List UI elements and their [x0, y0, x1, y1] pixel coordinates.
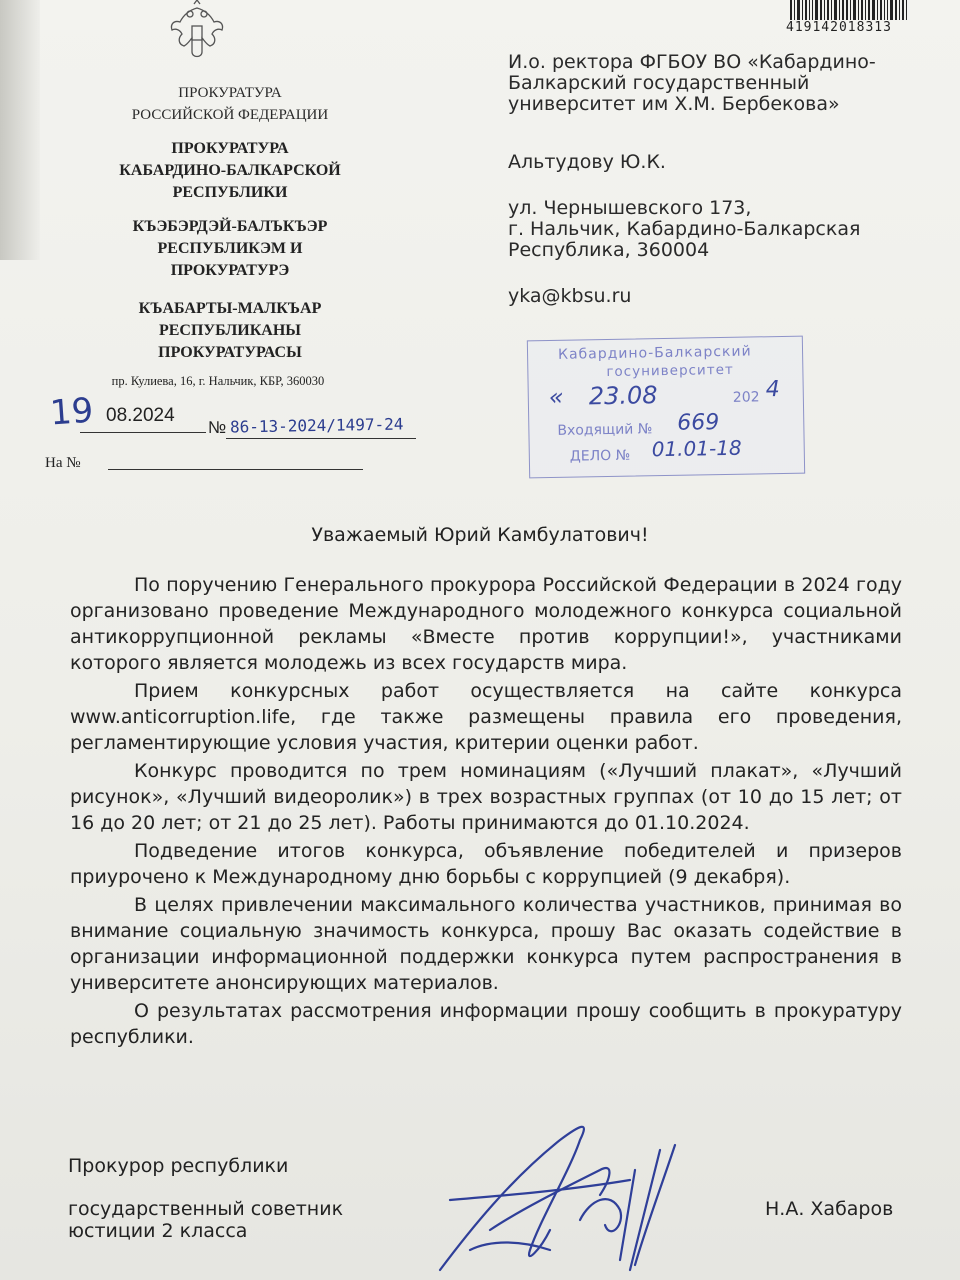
balkar-header	[60, 298, 400, 364]
registration-stamp	[527, 336, 805, 479]
body-paragraph: Подведение итогов конкурса, объявление победителей и призеров приурочено к Международному дню борьбы с коррупцией (9 декабря).	[70, 840, 902, 888]
handwritten-signature	[430, 1100, 730, 1280]
addressee-email: yka@kbsu.ru	[508, 285, 632, 307]
addressee-line: И.о. ректора ФГБОУ ВО «Кабардино-	[508, 51, 876, 73]
rank-line: государственный советник	[68, 1198, 344, 1220]
prosecutor-header	[60, 82, 400, 126]
header-bold-line: РЕСПУБЛИКЭМ И	[157, 240, 303, 257]
sender-address: пр. Кулиева, 16, г. Нальчик, КБР, 360030	[111, 374, 325, 388]
body-paragraph: Конкурс проводится по трем номинациям («Лучший плакат», «Лучший рисунок», «Лучший видеоролик») в трех возрастных группах (от 10 до 15 лет; от 16 до 20 лет; от 21 до 25 лет). Работы принимаются до 01.10.2024.	[70, 760, 902, 834]
date-underline	[80, 432, 206, 433]
stamp-year-prefix: 202	[732, 389, 760, 406]
signatory-rank	[68, 1198, 343, 1242]
stamp-quote: «	[548, 382, 564, 412]
stamp-org-line: Кабардино-Балкарский	[557, 343, 752, 363]
reference-underline	[108, 469, 363, 470]
header-line: ПРОКУРАТУРА	[178, 85, 282, 101]
signatory-title: Прокурор республики	[68, 1155, 289, 1177]
stamp-incoming-number: 669	[677, 410, 720, 436]
body-paragraph: В целях привлечении максимального количества участников, принимая во внимание социальную значимость конкурса, прошу Вас оказать содействие в организации информационной поддержки конкурса путем распространения в университете анонсирующих материалов.	[70, 894, 902, 994]
signatory-name: Н.А. Хабаров	[765, 1198, 894, 1220]
stamp-case-label: ДЕЛО №	[569, 447, 631, 465]
header-bold-line: РЕСПУБЛИКИ	[172, 184, 288, 201]
header-bold-line: ПРОКУРАТУРЭ	[170, 262, 290, 279]
salutation: Уважаемый Юрий Камбулатович!	[311, 524, 649, 546]
header-bold-line: КЪЭБЭРДЭЙ-БАЛЪКЪЭР	[132, 218, 328, 235]
header-bold-line: ПРОКУРАТУРА	[171, 140, 289, 157]
header-bold-line: РЕСПУБЛИКАНЫ	[158, 322, 302, 339]
prosecutor-region-header	[60, 138, 400, 204]
addressee-line: университет им Х.М. Бербекова»	[508, 93, 840, 115]
header-line: РОССИЙСКОЙ ФЕДЕРАЦИИ	[131, 107, 329, 123]
address-city: г. Нальчик, Кабардино-Балкарская	[508, 218, 861, 240]
barcode-number: 419142018313	[786, 20, 946, 35]
body-paragraph: Прием конкурсных работ осуществляется на сайте конкурса www.anticorruption.life, где также размещены правила его проведения, регламентирующие условия участия, критерии оценки работ.	[70, 680, 902, 754]
stamp-org-line: госуниверситет	[606, 361, 734, 381]
body-paragraph: О результатах рассмотрения информации прошу сообщить в прокуратуру республики.	[70, 1000, 902, 1048]
rank-line: юстиции 2 класса	[68, 1220, 248, 1242]
addressee-name: Альтудову Ю.К.	[508, 151, 666, 173]
coat-of-arms-icon	[162, 0, 232, 70]
number-label: №	[208, 418, 227, 437]
stamp-case-number: 01.01-18	[651, 435, 742, 462]
number-underline	[226, 438, 416, 439]
addressee-block	[508, 52, 938, 115]
address-region: Республика, 360004	[508, 239, 710, 261]
address-street: ул. Чернышевского 173,	[508, 197, 752, 219]
body-paragraph: По поручению Генерального прокурора Российской Федерации в 2024 году организовано проведение Международного молодежного конкурса социальной антикоррупционной рекламы «Вместе против коррупции!», участниками которого является молодежь из всех государств мира.	[70, 574, 902, 674]
kabardian-header	[60, 216, 400, 282]
addressee-line: Балкарский государственный	[508, 72, 810, 94]
header-bold-line: КАБАРДИНО-БАЛКАРСКОЙ	[119, 162, 341, 179]
header-bold-line: КЪАБАРТЫ-МАЛКЪАР	[138, 300, 322, 317]
date-day-handwritten: 19	[48, 390, 95, 434]
header-bold-line: ПРОКУРАТУРАСЫ	[158, 344, 302, 361]
letter-body	[70, 572, 902, 1052]
stamp-date-handwritten: 23.08	[588, 381, 658, 411]
stamp-year-digit: 4	[765, 377, 780, 403]
outgoing-number-handwritten: 86-13-2024/1497-24	[229, 414, 404, 437]
reference-number-label: На №	[45, 455, 81, 471]
date-month-year: 08.2024	[106, 405, 175, 426]
addressee-address	[508, 198, 860, 261]
stamp-incoming-label: Входящий №	[557, 421, 653, 439]
page-shadow	[0, 0, 40, 260]
